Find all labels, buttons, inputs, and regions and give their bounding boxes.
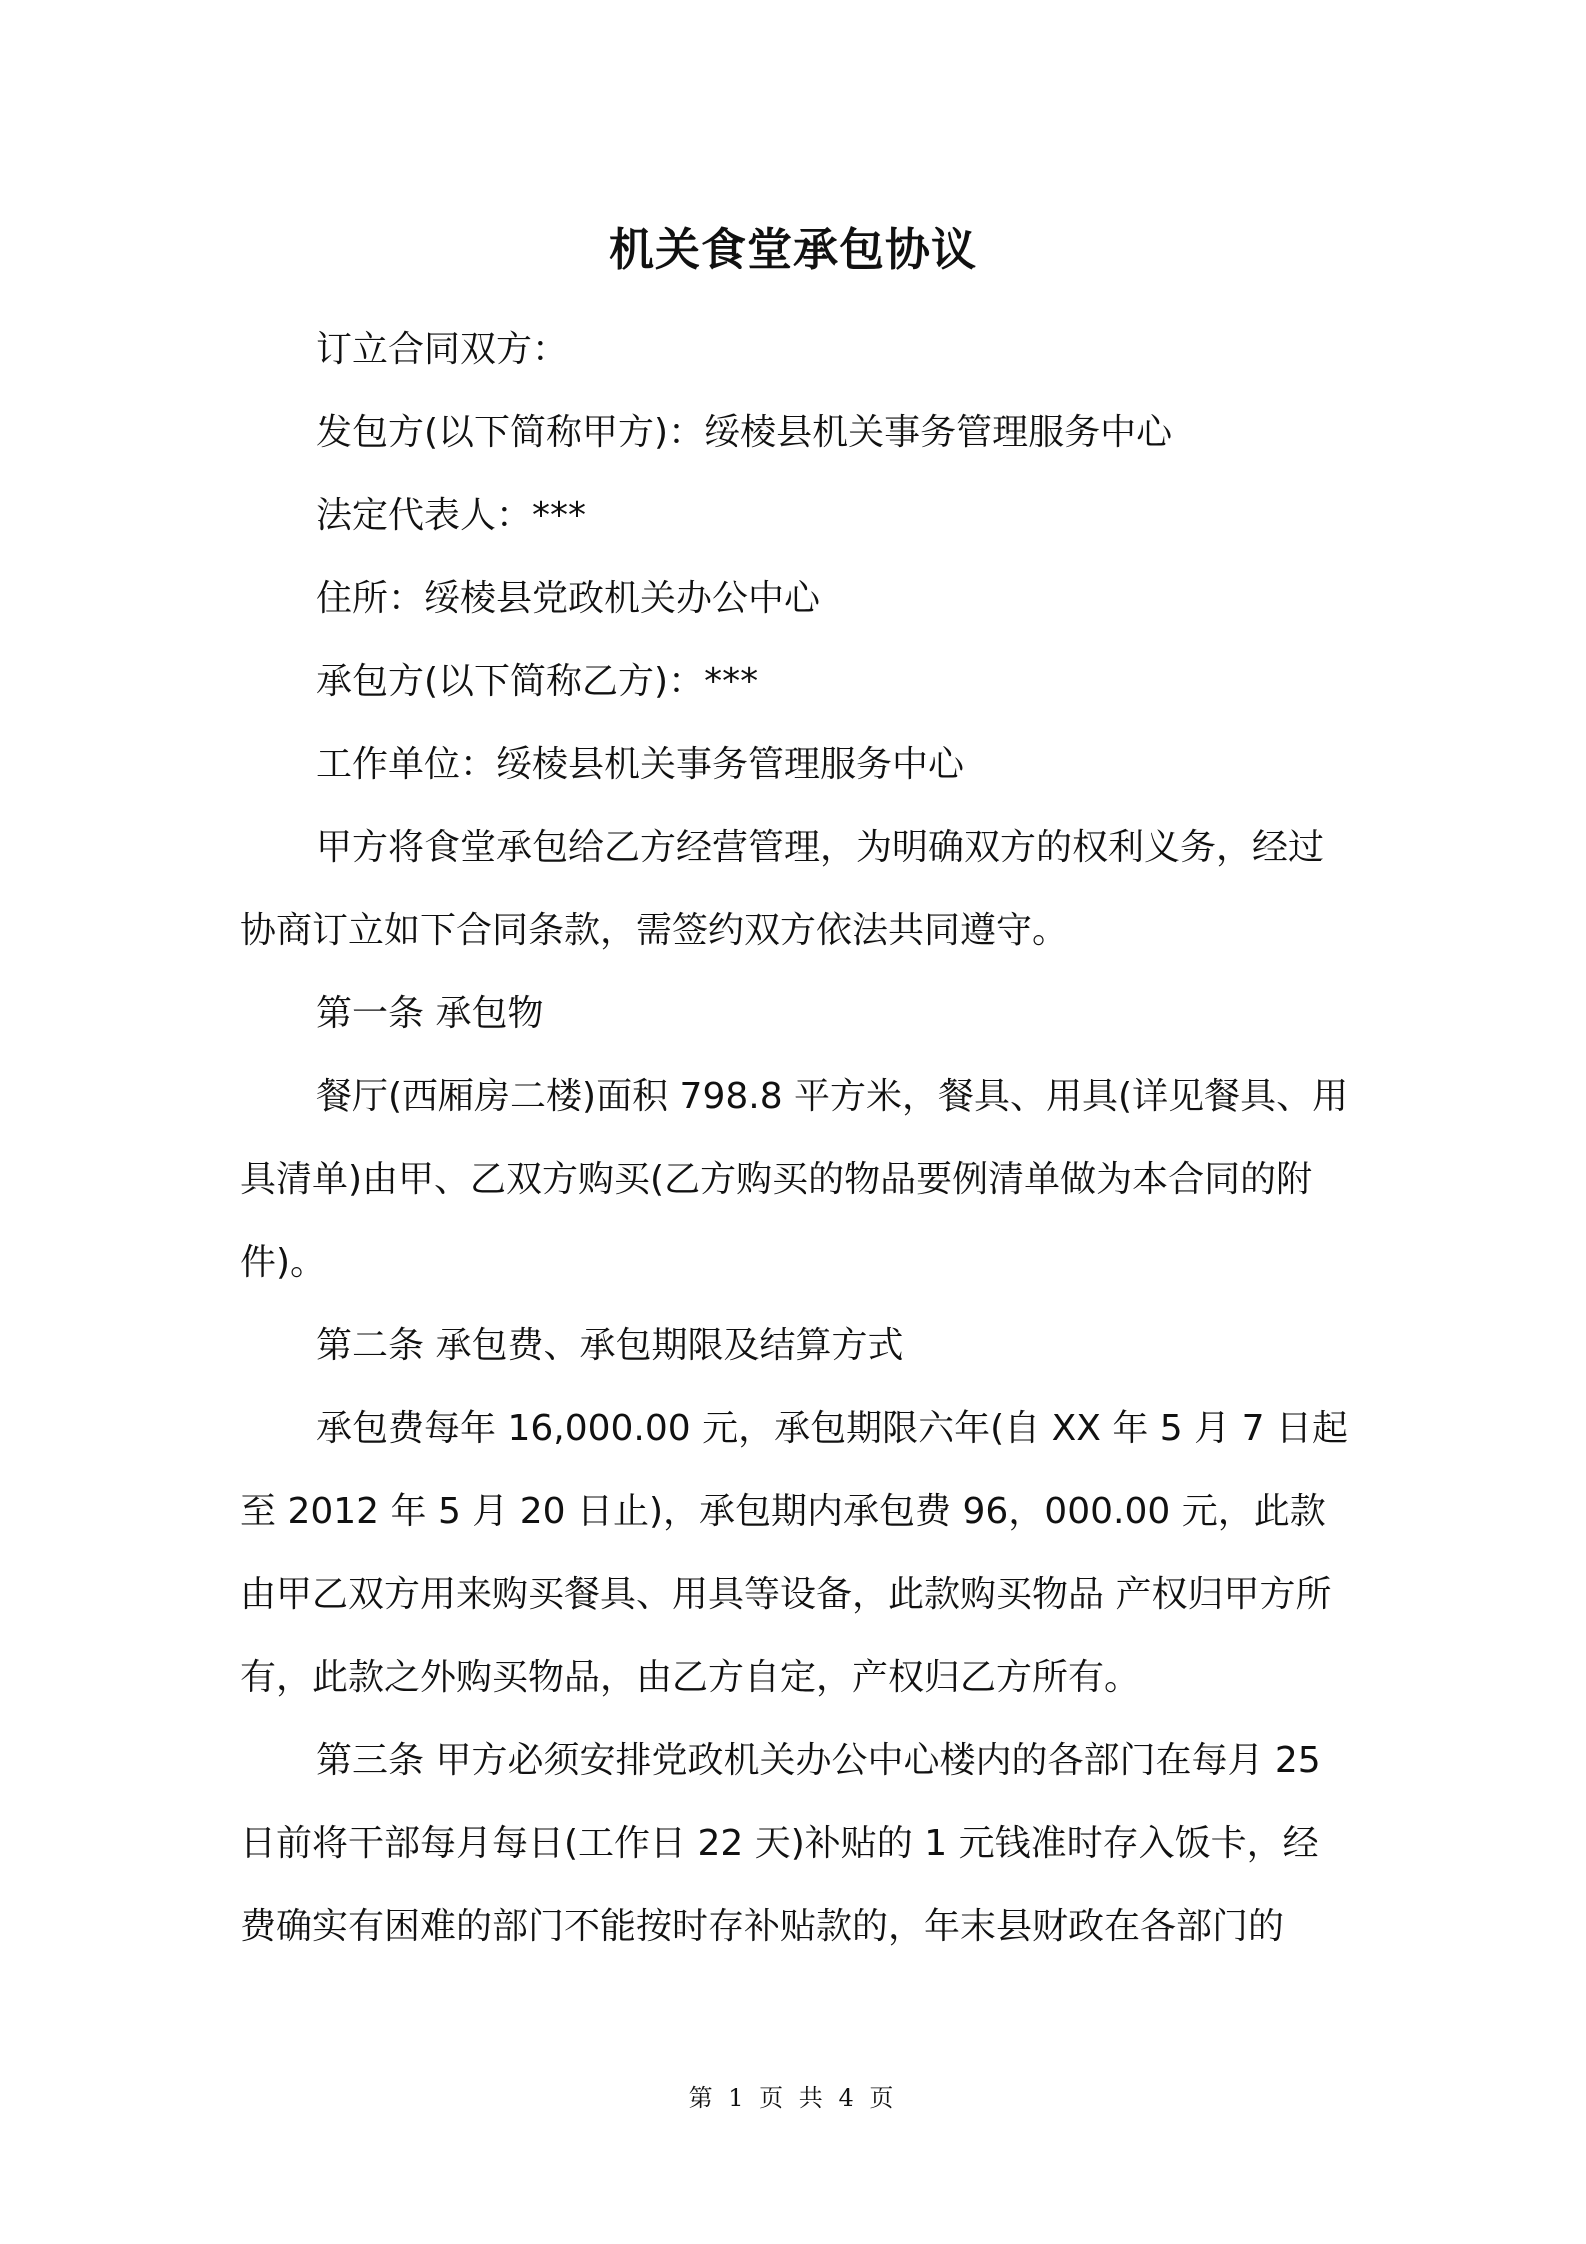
paragraph-preamble: 甲方将食堂承包给乙方经营管理，为明确双方的权利义务，经过协商订立如下合同条款，需签约双方依法共同遵守。 — [240, 827, 1325, 951]
article-2-heading: 第二条 承包费、承包期限及结算方式 — [316, 1325, 904, 1366]
paragraph-work-unit: 工作单位：绥棱县机关事务管理服务中心 — [316, 744, 965, 785]
paragraph-address: 住所：绥棱县党政机关办公中心 — [316, 578, 821, 619]
article-1-body: 餐厅(西厢房二楼)面积 798.8 平方米，餐具、用具(详见餐具、用具清单)由甲、乙双方购买(乙方购买的物品要例清单做为本合同的附件)。 — [240, 1076, 1349, 1283]
paragraph-contract-parties: 订立合同双方： — [316, 329, 569, 370]
page-number-footer: 第 1 页 共 4 页 — [688, 2084, 898, 2112]
article-1-heading: 第一条 承包物 — [316, 993, 544, 1034]
article-2-body: 承包费每年 16,000.00 元，承包期限六年(自 XX 年 5 月 7 日起至 2012 年 5 月 20 日止)，承包期内承包费 96，000.00 元，此款由甲乙双方用来购买餐具、用具等设备，此款购买物品 产权归甲方所有，此款之外购买物品，由乙方自定，产权归乙方所有。 — [240, 1408, 1348, 1698]
paragraph-party-a: 发包方(以下简称甲方)：绥棱县机关事务管理服务中心 — [316, 412, 1173, 453]
paragraph-legal-representative: 法定代表人：*** — [316, 495, 587, 536]
document-title: 机关食堂承包协议 — [608, 223, 977, 276]
document-body — [240, 308, 1350, 1968]
paragraph-party-b: 承包方(以下简称乙方)：*** — [316, 661, 759, 702]
article-3-body: 第三条 甲方必须安排党政机关办公中心楼内的各部门在每月 25 日前将干部每月每日(工作日 22 天)补贴的 1 元钱准时存入饭卡，经费确实有困难的部门不能按时存补贴款的，年末县财政在各部门的 — [240, 1740, 1321, 1947]
